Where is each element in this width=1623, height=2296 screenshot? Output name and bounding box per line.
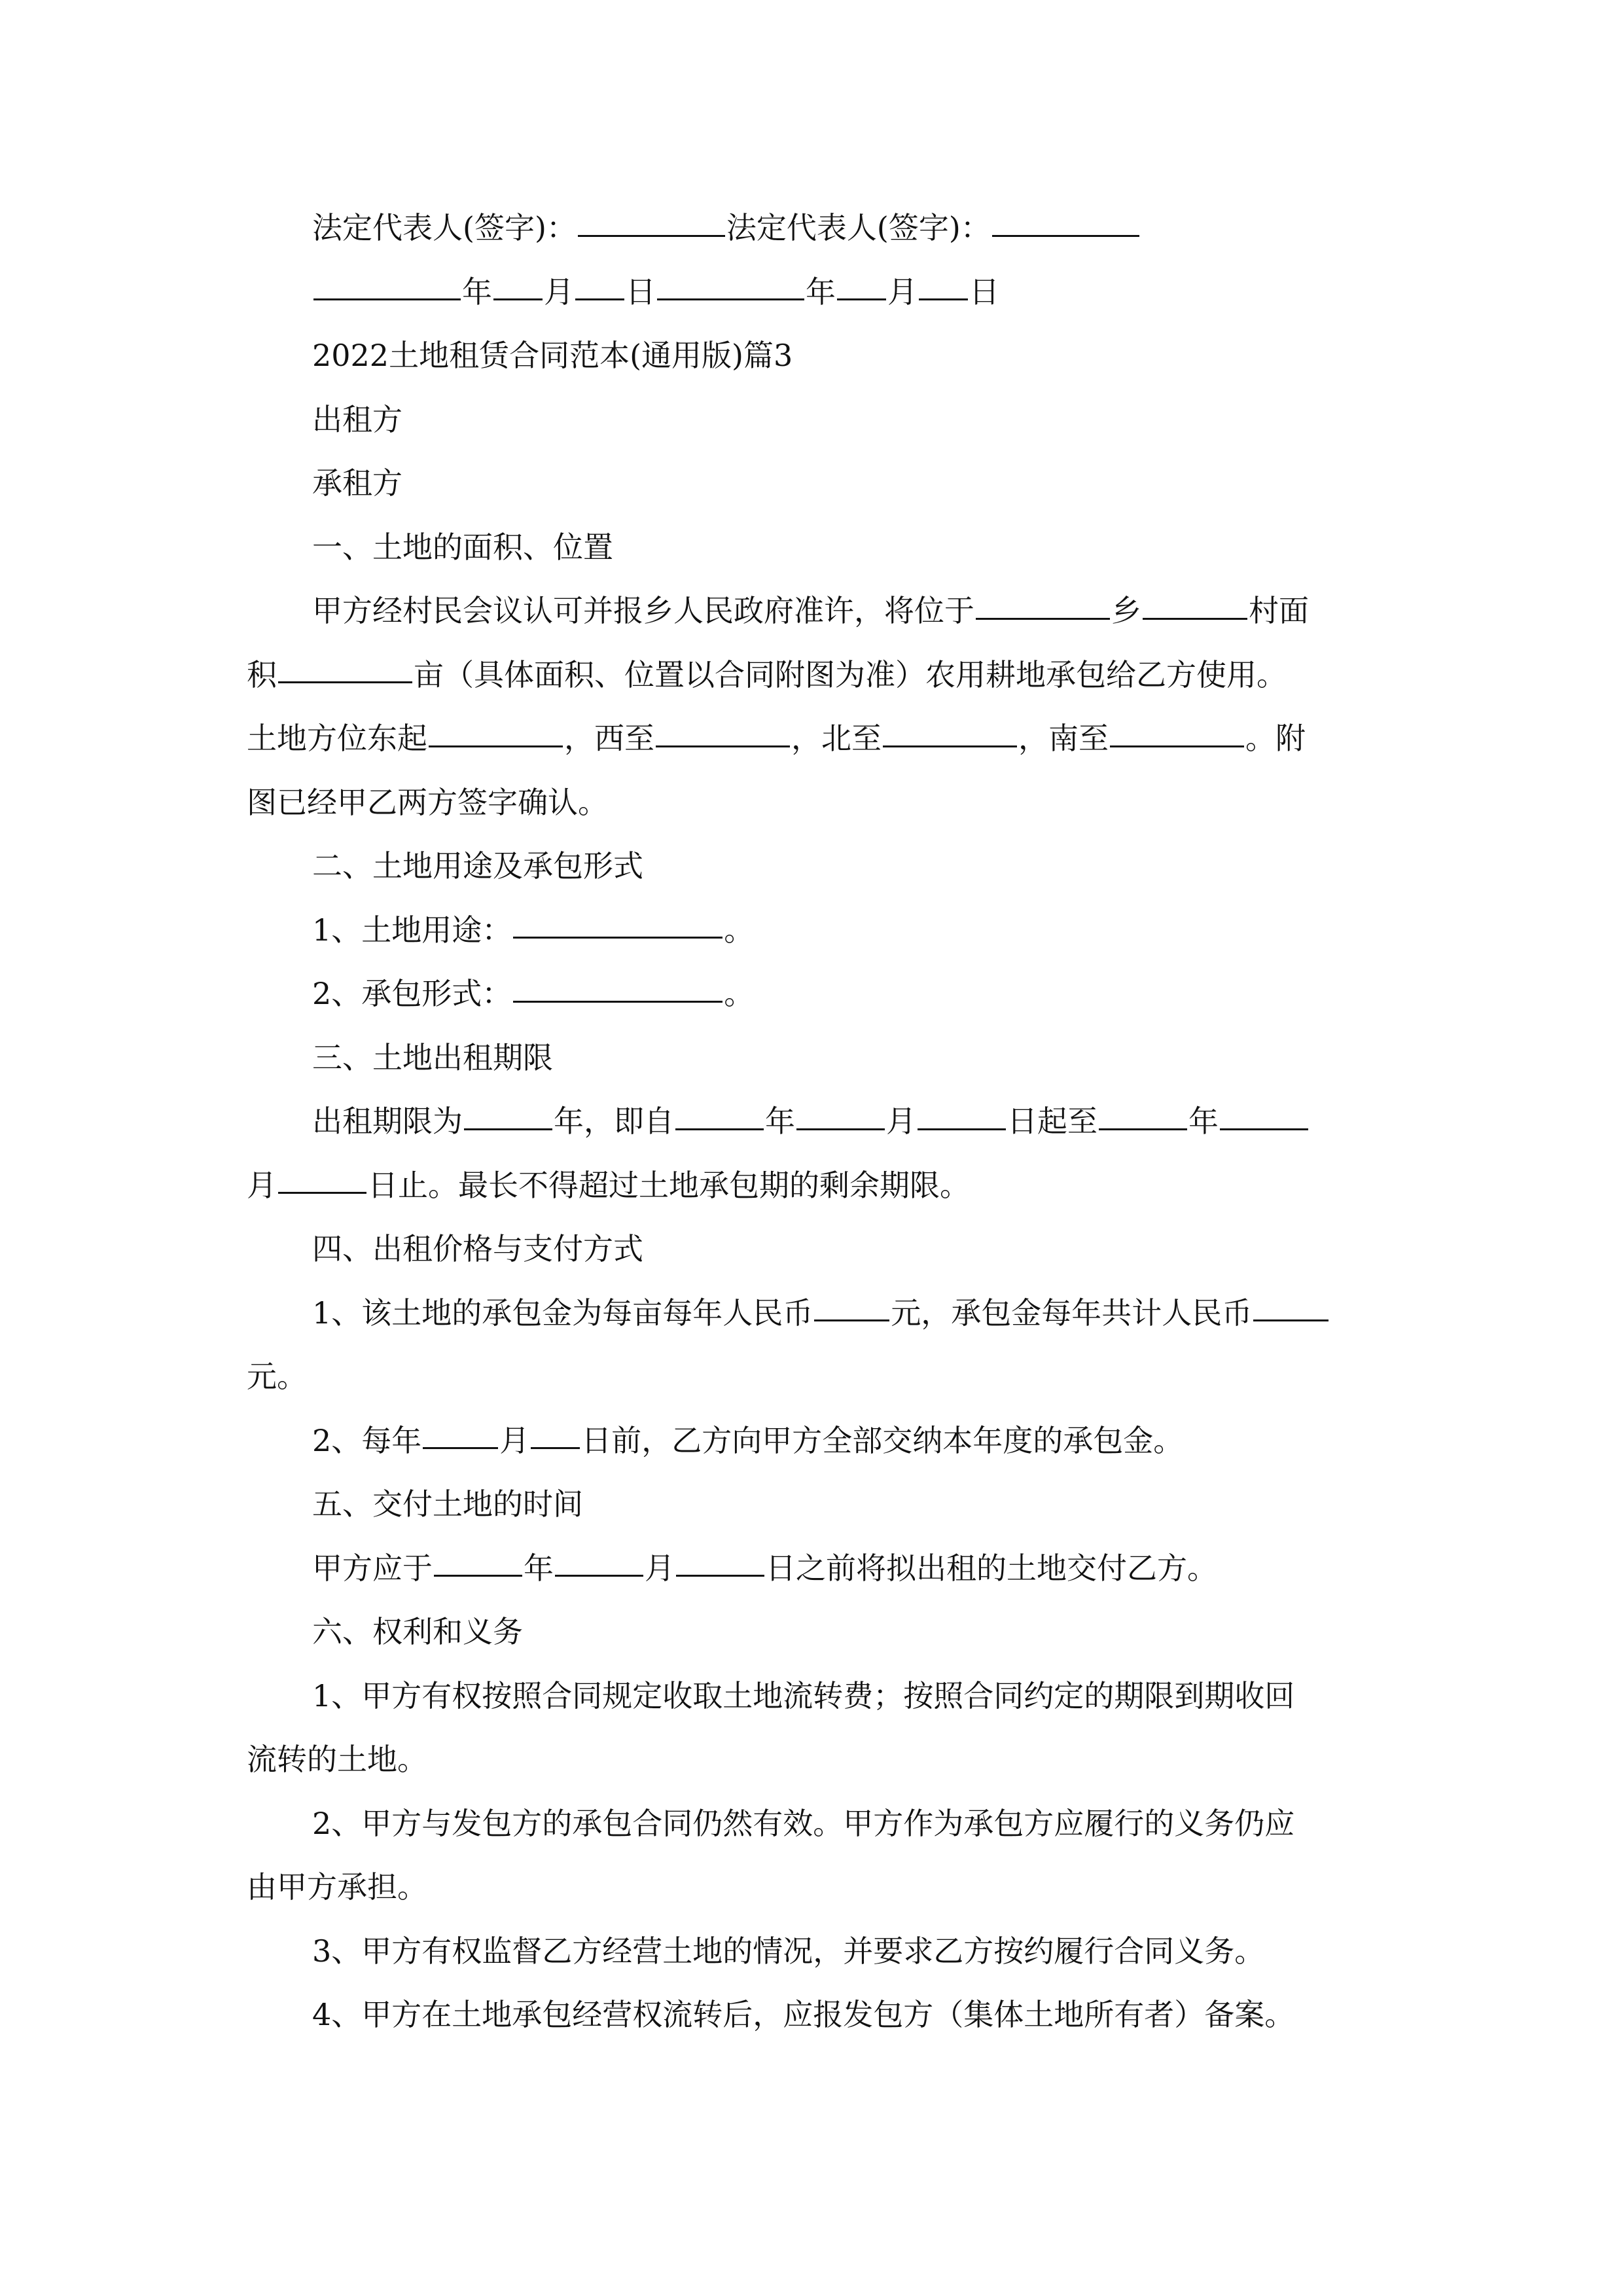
text: 月 <box>499 1422 530 1458</box>
paragraph-line <box>247 1154 1379 1218</box>
text: 日起至 <box>1007 1103 1097 1139</box>
blank-field <box>1099 1128 1187 1130</box>
blank-field <box>278 681 412 683</box>
text: 。 <box>724 912 755 948</box>
text: 乡 <box>1111 593 1141 628</box>
day-label: 日 <box>969 274 999 310</box>
text: 年，即自 <box>554 1103 674 1139</box>
blank-field <box>992 234 1139 237</box>
blank-field <box>555 1574 643 1577</box>
text: 亩（具体面积、位置以合同附图为准）农用耕地承包给乙方使用。 <box>414 656 1287 692</box>
text: 土地方位东起 <box>247 721 427 756</box>
blank-field <box>796 1128 885 1130</box>
blank-field <box>1220 1128 1308 1130</box>
blank-field <box>531 1446 580 1449</box>
text: 元，承包金每年共计人民币 <box>891 1295 1253 1331</box>
blank-field <box>1253 1319 1329 1321</box>
heading-2: 二、土地用途及承包形式 <box>312 848 643 884</box>
heading-4: 四、出租价格与支付方式 <box>312 1231 643 1266</box>
legal-rep-label-b: 法定代表人(签字)： <box>726 210 991 245</box>
paragraph-line: 4、甲方在土地承包经营权流转后，应报发包方（集体土地所有者）备案。 <box>312 1997 1295 2032</box>
blank-field <box>883 745 1017 747</box>
text: 2、承包形式： <box>312 976 512 1011</box>
text: 2、每年 <box>312 1422 422 1458</box>
text: ，北至 <box>791 721 882 756</box>
blank-field <box>976 617 1110 620</box>
blank-field <box>918 1128 1006 1130</box>
text: 年 <box>1188 1103 1219 1139</box>
text: 。附 <box>1245 721 1306 756</box>
paragraph-line <box>247 643 1379 708</box>
text: 1、土地用途： <box>312 912 512 948</box>
paragraph-line <box>247 1090 1379 1154</box>
blank-field <box>1143 617 1247 620</box>
blank-field <box>919 298 968 300</box>
text: 年 <box>524 1550 554 1586</box>
blank-field <box>676 1574 764 1577</box>
section-title: 2022土地租赁合同范本(通用版)篇3 <box>312 338 793 373</box>
blank-field <box>429 745 563 747</box>
blank-field <box>493 298 543 300</box>
blank-field <box>837 298 886 300</box>
blank-field <box>578 234 725 237</box>
date-line <box>247 260 1379 325</box>
text: 村面 <box>1249 593 1309 628</box>
paragraph-line: 流转的土地。 <box>247 1742 427 1777</box>
text: 甲方应于 <box>312 1550 433 1586</box>
lessor-label: 出租方 <box>312 401 402 437</box>
day-label: 日 <box>626 274 656 310</box>
text: ，南至 <box>1018 721 1109 756</box>
text: 1、该土地的承包金为每亩每年人民币 <box>312 1295 813 1331</box>
blank-field <box>814 1319 889 1321</box>
text: 月 <box>247 1167 277 1203</box>
paragraph-line <box>247 1282 1379 1346</box>
paragraph-line <box>247 962 1379 1026</box>
blank-field <box>575 298 624 300</box>
paragraph-line: 元。 <box>247 1359 307 1394</box>
text: 积 <box>247 656 277 692</box>
paragraph-line <box>247 579 1379 643</box>
paragraph-line: 1、甲方有权按照合同规定收取土地流转费；按照合同约定的期限到期收回 <box>312 1677 1295 1713</box>
paragraph-line: 图已经甲乙两方签字确认。 <box>247 784 608 820</box>
blank-field <box>423 1446 498 1449</box>
paragraph-line <box>247 707 1379 771</box>
signature-line <box>247 196 1379 260</box>
lessee-label: 承租方 <box>312 465 402 501</box>
text: 日止。最长不得超过土地承包期的剩余期限。 <box>368 1167 970 1203</box>
blank-field <box>513 936 722 939</box>
heading-3: 三、土地出租期限 <box>312 1039 553 1075</box>
year-label: 年 <box>806 274 836 310</box>
blank-field <box>656 745 790 747</box>
year-label: 年 <box>462 274 492 310</box>
blank-field <box>675 1128 764 1130</box>
blank-field <box>313 298 461 300</box>
blank-field <box>464 1128 552 1130</box>
paragraph-line <box>247 1409 1379 1473</box>
text: 日前，乙方向甲方全部交纳本年度的承包金。 <box>581 1422 1184 1458</box>
paragraph-line: 2、甲方与发包方的承包合同仍然有效。甲方作为承包方应履行的义务仍应 <box>312 1805 1295 1841</box>
paragraph-line: 由甲方承担。 <box>247 1869 427 1905</box>
text: 出租期限为 <box>312 1103 463 1139</box>
blank-field <box>657 298 804 300</box>
blank-field <box>434 1574 522 1577</box>
text: 月 <box>645 1550 675 1586</box>
legal-rep-label-a: 法定代表人(签字)： <box>312 210 577 245</box>
paragraph-line: 3、甲方有权监督乙方经营土地的情况，并要求乙方按约履行合同义务。 <box>312 1933 1265 1969</box>
heading-1: 一、土地的面积、位置 <box>312 529 613 565</box>
heading-6: 六、权利和义务 <box>312 1614 523 1649</box>
paragraph-line <box>247 1537 1379 1601</box>
text: 甲方经村民会议认可并报乡人民政府准许，将位于 <box>312 593 974 628</box>
heading-5: 五、交付土地的时间 <box>312 1486 583 1522</box>
text: ，西至 <box>564 721 654 756</box>
paragraph-line <box>247 899 1379 963</box>
month-label: 月 <box>887 274 918 310</box>
blank-field <box>278 1191 366 1194</box>
text: 年 <box>765 1103 795 1139</box>
month-label: 月 <box>544 274 574 310</box>
blank-field <box>513 1000 722 1003</box>
text: 。 <box>724 976 755 1011</box>
text: 日之前将拟出租的土地交付乙方。 <box>766 1550 1217 1586</box>
document-body <box>247 196 1379 2047</box>
blank-field <box>1110 745 1244 747</box>
text: 月 <box>886 1103 916 1139</box>
